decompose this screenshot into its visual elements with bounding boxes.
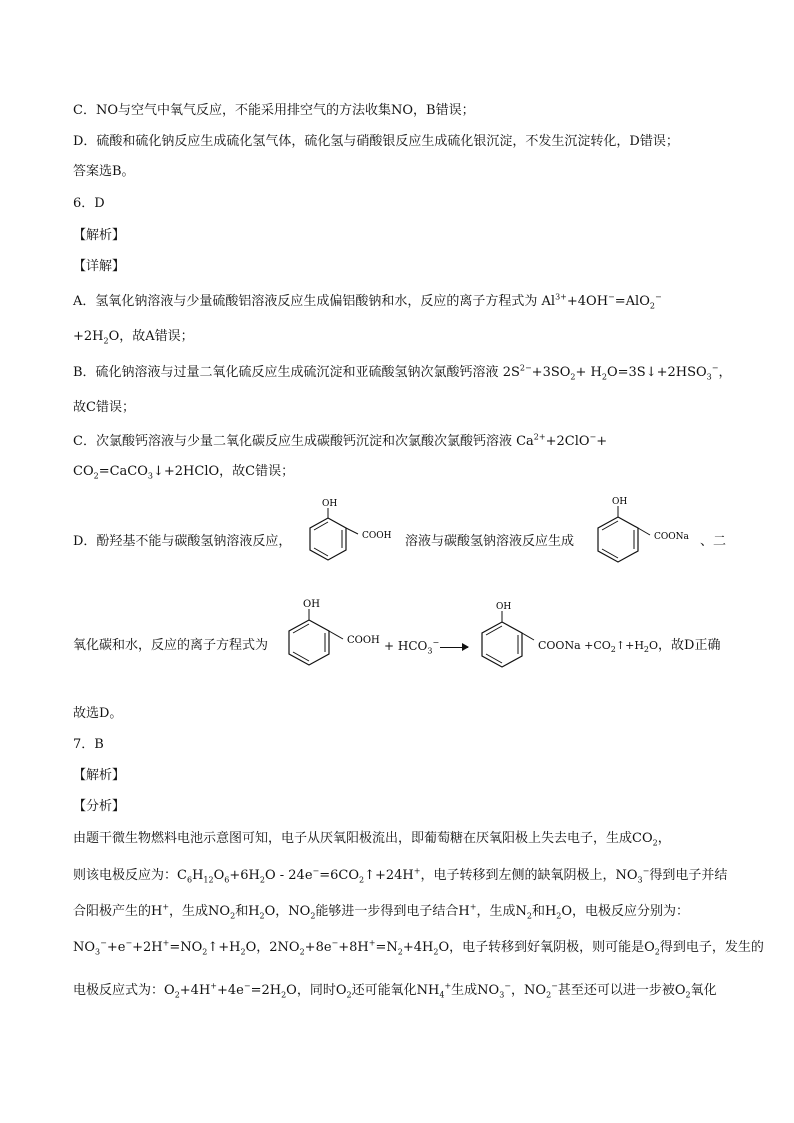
line-c-no: C．NO与空气中氧气反应，不能采用排空气的方法收集NO，B错误； bbox=[73, 103, 475, 118]
q7-p3g: 和H bbox=[531, 904, 557, 919]
q6-number: 6．D bbox=[73, 196, 105, 211]
oh-label: OH bbox=[303, 599, 320, 610]
q7-p1: 由题干微生物燃料电池示意图可知，电子从厌氧阳极流出，即葡萄糖在厌氧阳极上失去电子，生成$CO_2$， bbox=[73, 831, 671, 848]
reaction-arrow-icon bbox=[440, 647, 468, 648]
q6-c-cont: $CO_2=CaCO_3↓+2HClO$，故C错误； bbox=[73, 464, 295, 481]
q7-p5: 电极反应式为：$O_2+4H^++4e^-=2H_2O$，同时$O_2$还可能氧化$NH_4^+$生成$NO_3^-$，$NO_2^-$甚至还可以进一步被$O_2$氧化 bbox=[73, 981, 717, 1000]
q7-p5d: 生成 bbox=[451, 983, 478, 998]
q6-c-line: C．次氯酸钙溶液与少量二氧化碳反应生成碳酸钙沉淀和次氯酸次氯酸钙溶液 $Ca^{2+}+2ClO^-+$ bbox=[73, 432, 608, 449]
q7-p5a: 电极反应式为： bbox=[73, 983, 165, 998]
hco3-reactant: + $HCO_3^-$ bbox=[384, 638, 440, 656]
sodium-salicylate-structure bbox=[588, 497, 708, 587]
q6-xiangjie: 【详解】 bbox=[73, 259, 126, 274]
benzene-ring-icon bbox=[300, 500, 410, 590]
q7-p5c: 还可能氧化 bbox=[351, 983, 417, 998]
salicylic-acid-structure bbox=[300, 500, 410, 590]
q6-a-text: A．氢氧化钠溶液与少量硫酸铝溶液反应生成偏铝酸钠和水，反应的离子方程式为 bbox=[73, 294, 538, 309]
q7-p2: 则该电极反应为：$C_6H_{12}O_6+6H_2O$ - $24e^-=6CO_2↑+24H^+$，电子转移到左侧的缺氧阴极上，$NO_3^-$得到电子并结 bbox=[73, 866, 728, 885]
q7-p5e: ， bbox=[511, 983, 525, 998]
oh-label: OH bbox=[322, 499, 338, 509]
answer-b: 答案选B。 bbox=[73, 164, 135, 179]
benzene-ring-icon bbox=[588, 497, 708, 587]
d-products: COONa $+CO_2↑+H_2O$，故D正确 bbox=[538, 638, 721, 655]
q6-d-text2: 溶液与碳酸氢钠溶液反应生成 bbox=[405, 534, 575, 549]
cooh-label: COOH bbox=[347, 635, 380, 646]
q6-a-line: A．氢氧化钠溶液与少量硫酸铝溶液反应生成偏铝酸钠和水，反应的离子方程式为 $Al^{3+}+4OH^-=AlO_2^-$ bbox=[73, 292, 662, 311]
q7-p3c: 和H bbox=[235, 904, 260, 919]
q6-a-cont: $+2H_2O$，故A错误； bbox=[73, 329, 194, 346]
q6-d-text3: 、二 bbox=[700, 534, 727, 549]
cooh-label: COOH bbox=[362, 531, 392, 541]
q7-p3f: ，生成N bbox=[476, 904, 527, 919]
q7-fenxi: 【分析】 bbox=[73, 799, 126, 814]
q6-c-text: C．次氯酸钙溶液与少量二氧化碳反应生成碳酸钙沉淀和次氯酸次氯酸钙溶液 bbox=[73, 434, 512, 449]
q7-p1-text: 由题干微生物燃料电池示意图可知，电子从厌氧阳极流出，即葡萄糖在厌氧阳极上失去电子，生成CO bbox=[73, 831, 653, 846]
q7-p3e: 能够进一步得到电子结合H bbox=[315, 904, 470, 919]
q7-p3b: ，生成NO bbox=[169, 904, 231, 919]
q6-d-end: ，故D正确 bbox=[658, 638, 721, 653]
q6-d-text4: 氧化碳和水，反应的离子方程式为 bbox=[73, 638, 269, 653]
q7-p4c: 得到电子，发生的 bbox=[659, 940, 764, 955]
q6-jiexi: 【解析】 bbox=[73, 228, 126, 243]
q7-p2c: 得到电子并结 bbox=[649, 868, 728, 883]
q7-p5g: 氧化 bbox=[690, 983, 717, 998]
q7-p3h: O，电极反应分别为： bbox=[561, 904, 690, 919]
d-products-text: COONa +CO bbox=[538, 639, 611, 652]
q7-jiexi: 【解析】 bbox=[73, 768, 126, 783]
q6-b-text: B．硫化钠溶液与过量二氧化硫反应生成硫沉淀和亚硫酸氢钠次氯酸钙溶液 bbox=[73, 365, 499, 380]
q6-c-cont-wrong: ，故C错误； bbox=[219, 464, 295, 479]
q7-p3: 合阳极产生的H+，生成$NO_2$和$H_2O$，$NO_2$能够进一步得到电子结合H+，生成$N_2$和$H_2O$，电极反应分别为： bbox=[73, 902, 690, 921]
oh-label: OH bbox=[612, 497, 628, 507]
q7-p4: $NO_3^-+e^-+2H^+=NO_2↑+H_2O$，$2NO_2+8e^-+8H^+=N_2+4H_2O$，电子转移到好氧阴极，则可能是$O_2$得到电子，发生的 bbox=[73, 938, 764, 957]
d-products-o: O bbox=[649, 639, 659, 652]
q6-d-text1: D．酚羟基不能与碳酸氢钠溶液反应， bbox=[73, 534, 292, 549]
q7-p3d: O，NO bbox=[264, 904, 311, 919]
hco3-plus: + HCO bbox=[384, 639, 428, 653]
q7-p5f: 甚至还可以进一步被O bbox=[557, 983, 686, 998]
q6-b-cont: 故C错误； bbox=[73, 400, 135, 415]
q6-b-line: B．硫化钠溶液与过量二氧化硫反应生成硫沉淀和亚硫酸氢钠次氯酸钙溶液 $2S^{2-}+3SO_2+$ $H_2O=3S↓+2HSO_3^-$， bbox=[73, 363, 732, 382]
d-products-tail: ↑+H bbox=[615, 639, 644, 652]
coona-label: COONa bbox=[654, 532, 689, 542]
q6-d-conclusion: 故选D。 bbox=[73, 706, 123, 721]
q7-number: 7．B bbox=[73, 737, 104, 752]
q7-p4b: ，电子转移到好氧阴极，则可能是O bbox=[449, 940, 655, 955]
q7-p5b: ，同时O bbox=[296, 983, 347, 998]
oh-label: OH bbox=[496, 602, 512, 612]
q7-p2b: ，电子转移到左侧的缺氧阴极上， bbox=[420, 868, 616, 883]
line-d-na2s: D．硫酸和硫化钠反应生成硫化氢气体，硫化氢与硝酸银反应生成硫化银沉淀，不发生沉淀转化，D错误； bbox=[73, 134, 679, 149]
q7-p2a: 则该电极反应为： bbox=[73, 868, 178, 883]
q7-p3a: 合阳极产生的H bbox=[73, 904, 163, 919]
q6-a-cont-wrong: ，故A错误； bbox=[119, 329, 194, 344]
